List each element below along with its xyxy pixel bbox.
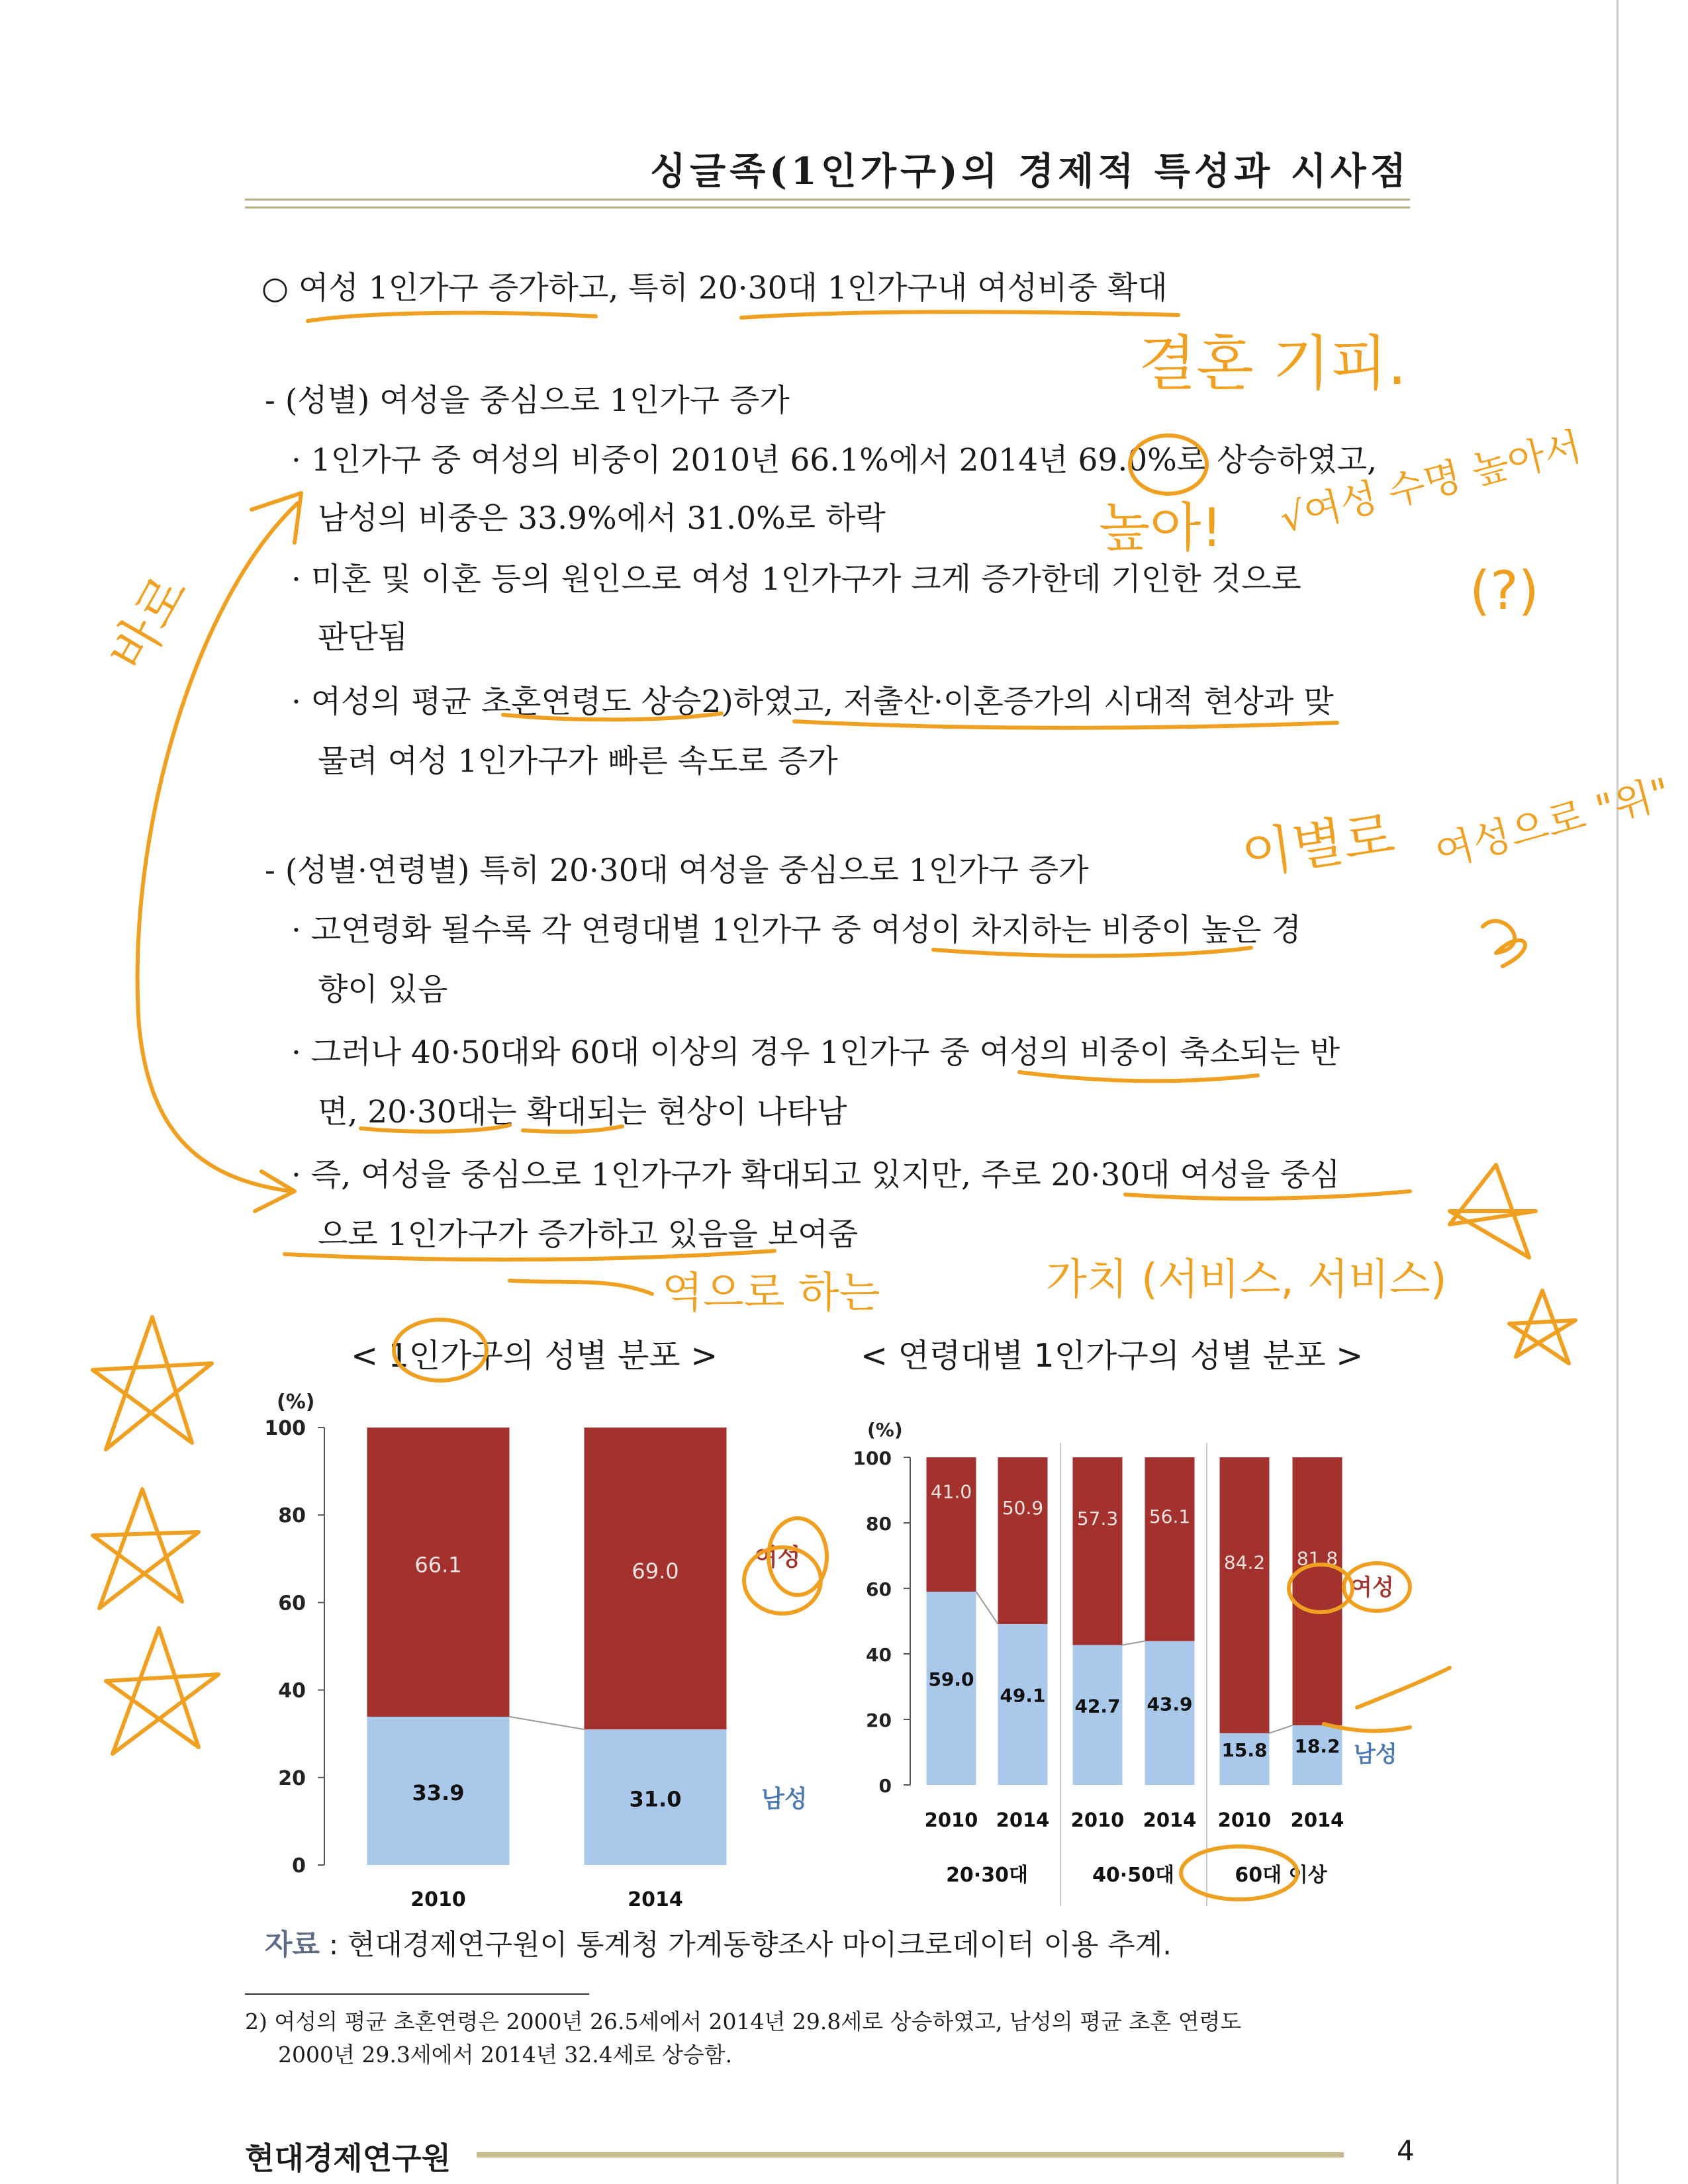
stroke-ink xyxy=(1357,1668,1450,1707)
y-tick-label: 100 xyxy=(853,1447,892,1469)
section1-bullet1-line1: · 1인가구 중 여성의 비중이 2010년 66.1%에서 2014년 69.0%로 상승하였고, xyxy=(291,442,1378,478)
x-tick-label: 2010 xyxy=(1217,1809,1272,1831)
source-label: 자료 xyxy=(265,1929,320,1962)
star-ink xyxy=(93,1489,199,1608)
star-ink xyxy=(1509,1291,1575,1363)
y-tick-label: 0 xyxy=(878,1775,892,1797)
y-tick-label: 20 xyxy=(278,1766,306,1790)
underline-ink xyxy=(794,721,1337,728)
circle-ink xyxy=(1130,435,1207,494)
section2-bullet3-line1: · 즉, 여성을 중심으로 1인가구가 확대되고 있지만, 주로 20·30대 여성을 중심 xyxy=(291,1157,1340,1193)
x-tick-label: 2010 xyxy=(1070,1809,1125,1831)
handwriting-note: 결혼 기피. xyxy=(1139,329,1407,398)
data-label-female: 66.1 xyxy=(414,1552,462,1578)
underline-ink xyxy=(361,1125,510,1132)
star-ink xyxy=(1450,1165,1536,1257)
handwriting-note: 여성으로 "위" xyxy=(1430,769,1675,877)
star-ink xyxy=(93,1317,212,1449)
group-label: 60대 이상 xyxy=(1235,1864,1327,1887)
data-label-female: 81.8 xyxy=(1296,1547,1338,1570)
handwriting-note: 높아! xyxy=(1099,497,1223,559)
data-label-male: 43.9 xyxy=(1147,1693,1193,1715)
x-tick-label: 2010 xyxy=(410,1888,466,1911)
section1-title: - (성별) 여성을 중심으로 1인가구 증가 xyxy=(265,383,790,419)
handwriting-note: 가치 (서비스, 서비스) xyxy=(1046,1255,1447,1304)
section2-bullet3-line2: 으로 1인가구가 증가하고 있음을 보여줌 xyxy=(318,1216,859,1253)
x-tick-label: 2014 xyxy=(1290,1809,1344,1831)
section2-title: - (성별·연령별) 특히 20·30대 여성을 중심으로 1인가구 증가 xyxy=(265,852,1089,889)
data-label-male: 42.7 xyxy=(1074,1695,1121,1717)
underline-ink xyxy=(1125,1191,1410,1199)
legend-male: 남성 xyxy=(761,1786,808,1813)
legend-female: 여성 xyxy=(1350,1574,1394,1601)
y-tick-label: 40 xyxy=(278,1679,306,1703)
x-tick-label: 2010 xyxy=(924,1809,978,1831)
source-text: : 현대경제연구원이 통계청 가계동향조사 마이크로데이터 이용 추계. xyxy=(320,1929,1172,1962)
chart1-title: < 1인가구의 성별 분포 > xyxy=(351,1337,718,1375)
circle-ink xyxy=(394,1320,487,1381)
x-tick-label: 2014 xyxy=(628,1888,683,1911)
data-label-male: 59.0 xyxy=(928,1668,974,1690)
legend-male: 남성 xyxy=(1354,1741,1397,1768)
section2-bullet2-line2: 면, 20·30대는 확대되는 현상이 나타남 xyxy=(318,1094,847,1130)
underline-ink xyxy=(1019,1072,1258,1081)
data-label-male: 18.2 xyxy=(1294,1735,1340,1757)
y-tick-label: 60 xyxy=(278,1592,306,1615)
main-bullet: ○ 여성 1인가구 증가하고, 특히 20·30대 1인가구내 여성비중 확대 xyxy=(261,270,1168,306)
section1-bullet3-line2: 물려 여성 1인가구가 빠른 속도로 증가 xyxy=(318,743,838,780)
star-ink xyxy=(106,1628,218,1754)
x-tick-label: 2014 xyxy=(1143,1809,1197,1831)
data-label-female: 84.2 xyxy=(1223,1551,1266,1574)
y-tick-label: 20 xyxy=(866,1709,892,1731)
chart2-title: < 연령대별 1인가구의 성별 분포 > xyxy=(861,1337,1364,1375)
footer-org: 현대경제연구원 xyxy=(245,2140,451,2176)
section2-bullet1-line1: · 고연령화 될수록 각 연령대별 1인가구 중 여성이 차지하는 비중이 높은 경 xyxy=(291,912,1301,948)
data-label-male: 15.8 xyxy=(1221,1739,1268,1761)
y-axis-unit: (%) xyxy=(867,1419,903,1441)
underline-ink xyxy=(503,713,722,719)
underline-ink xyxy=(741,312,1178,318)
data-label-female: 50.9 xyxy=(1002,1496,1044,1519)
scribble-ink xyxy=(1483,921,1525,966)
stroke-ink xyxy=(1324,1724,1410,1731)
arrow-ink xyxy=(510,1281,652,1294)
page-number: 4 xyxy=(1397,2134,1415,2167)
underline-ink xyxy=(933,948,1251,956)
handwriting-note: √여성 수명 높아서 xyxy=(1275,423,1586,542)
y-tick-label: 60 xyxy=(866,1578,892,1600)
circle-ink xyxy=(744,1547,821,1614)
data-label-male: 31.0 xyxy=(629,1786,682,1812)
group-label: 40·50대 xyxy=(1092,1864,1174,1887)
data-label-female: 69.0 xyxy=(632,1559,679,1584)
section2-bullet2-line1: · 그러나 40·50대와 60대 이상의 경우 1인가구 중 여성의 비중이 축소되는 반 xyxy=(291,1034,1340,1071)
section1-bullet2-line1: · 미혼 및 이혼 등의 원인으로 여성 1인가구가 크게 증가한데 기인한 것으로 xyxy=(291,561,1301,598)
data-label-male: 33.9 xyxy=(412,1780,465,1805)
y-tick-label: 80 xyxy=(278,1504,306,1528)
handwriting-note: 역으로 하는 xyxy=(662,1269,880,1318)
data-label-female: 41.0 xyxy=(930,1480,972,1503)
y-axis-unit: (%) xyxy=(277,1390,315,1414)
group-label: 20·30대 xyxy=(946,1864,1028,1887)
circle-ink xyxy=(769,1518,827,1595)
section2-bullet1-line2: 향이 있음 xyxy=(318,972,448,1008)
data-label-female: 56.1 xyxy=(1149,1505,1191,1527)
y-tick-label: 80 xyxy=(866,1513,892,1535)
section1-bullet2-line2: 판단됨 xyxy=(318,619,408,656)
data-label-male: 49.1 xyxy=(1000,1684,1046,1707)
underline-ink xyxy=(285,1251,774,1259)
page-header-title: 싱글족(1인가구)의 경제적 특성과 시사점 xyxy=(650,150,1410,193)
footnote-line2: 2000년 29.3세에서 2014년 32.4세로 상승함. xyxy=(278,2042,733,2068)
y-tick-label: 40 xyxy=(866,1644,892,1666)
arrow-ink xyxy=(252,493,301,543)
x-tick-label: 2014 xyxy=(996,1809,1050,1831)
footnote-line1: 2) 여성의 평균 초혼연령은 2000년 26.5세에서 2014년 29.8세로 상승하였고, 남성의 평균 초혼 연령도 xyxy=(245,2009,1242,2034)
y-tick-label: 100 xyxy=(264,1417,306,1440)
underline-ink xyxy=(308,313,596,321)
handwriting-note: 이별로 xyxy=(1237,803,1399,886)
handwriting-note: 바로 xyxy=(98,565,200,682)
section1-bullet1-line2: 남성의 비중은 33.9%에서 31.0%로 하락 xyxy=(318,500,886,537)
legend-female: 여성 xyxy=(755,1544,801,1571)
circle-ink xyxy=(1181,1846,1297,1899)
handwriting-note: (?) xyxy=(1470,560,1539,621)
y-tick-label: 0 xyxy=(292,1854,306,1878)
underline-ink xyxy=(523,1126,622,1132)
data-label-female: 57.3 xyxy=(1076,1507,1119,1529)
section1-bullet3-line1: · 여성의 평균 초혼연령도 상승2)하였고, 저출산·이혼증가의 시대적 현상과 맞 xyxy=(291,684,1334,720)
